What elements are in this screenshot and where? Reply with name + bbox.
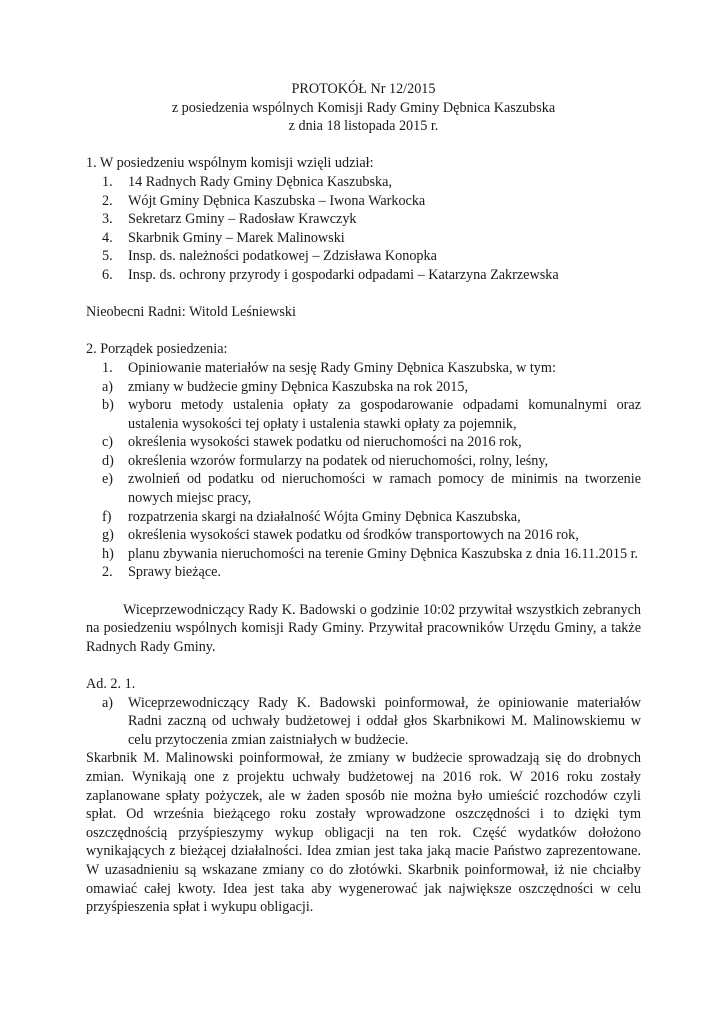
list-item-number: a): [102, 378, 114, 395]
list-item-number: d): [102, 452, 114, 469]
document-title: PROTOKÓŁ Nr 12/2015: [291, 81, 436, 97]
list-item: [86, 452, 641, 471]
list-item-text: Sekretarz Gminy – Radosław Krawczyk: [128, 211, 357, 228]
list-item-number: 4.: [102, 229, 113, 246]
list-item-text: zmiany w budżecie gminy Dębnica Kaszubska na rok 2015,: [128, 378, 469, 395]
list-item-number: b): [102, 397, 114, 414]
list-item-text: rozpatrzenia skargi na działalność Wójta Gminy Dębnica Kaszubska,: [128, 508, 521, 525]
attendance-section: [86, 154, 641, 284]
list-item-number: 6.: [102, 266, 113, 283]
agenda-heading: 2. Porządek posiedzenia:: [86, 341, 228, 358]
list-item-text: Opiniowanie materiałów na sesję Rady Gminy Dębnica Kaszubska, w tym:: [128, 359, 556, 376]
list-item-number: e): [102, 471, 114, 488]
list-item: [86, 192, 641, 211]
agenda-section: [86, 340, 641, 582]
list-item-number: 5.: [102, 248, 113, 265]
list-item: [86, 378, 641, 397]
document-subtitle: z posiedzenia wspólnych Komisji Rady Gminy Dębnica Kaszubska: [171, 99, 556, 116]
list-item-text: Wiceprzewodniczący Rady K. Badowski poinformował, że opiniowanie materiałów Radni zaczną od uchwały budżetowej i oddał głos Skarbnikowi M. Malinowskiemu w celu przytoczenia zmian zaistniałych w budżecie.: [128, 694, 641, 748]
list-item-text: planu zbywania nieruchomości na terenie Gminy Dębnica Kaszubska z dnia 16.11.2015 r.: [128, 545, 639, 562]
list-item-number: 1.: [102, 173, 113, 190]
list-item: [86, 173, 641, 192]
list-item-number: h): [102, 545, 114, 562]
list-item: [86, 359, 641, 378]
attendance-list: [86, 173, 641, 285]
attendance-heading: 1. W posiedzeniu wspólnym komisji wzięli udział:: [86, 155, 374, 172]
list-item-number: 1.: [102, 359, 113, 376]
ad-heading: Ad. 2. 1.: [86, 676, 136, 692]
list-item-text: wyboru metody ustalenia opłaty za gospodarowanie odpadami komunalnymi oraz ustalenia wysokości tej opłaty i ustalenia stawki opłaty za pojemnik,: [128, 397, 641, 432]
intro-section: [86, 601, 641, 657]
absent-section: [86, 303, 641, 322]
absent-line: Nieobecni Radni: Witold Leśniewski: [86, 304, 296, 321]
list-item: [86, 694, 641, 750]
list-item-text: Skarbnik Gminy – Marek Malinowski: [128, 229, 345, 246]
list-item: [86, 545, 641, 564]
agenda-list: [86, 359, 641, 582]
list-item-number: 2.: [102, 564, 113, 581]
list-item-text: Insp. ds. ochrony przyrody i gospodarki odpadami – Katarzyna Zakrzewska: [128, 266, 559, 283]
list-item-text: 14 Radnych Rady Gminy Dębnica Kaszubska,: [128, 173, 392, 190]
list-item: [86, 266, 641, 285]
list-item: [86, 563, 641, 582]
list-item: [86, 210, 641, 229]
list-item: [86, 247, 641, 266]
list-item-text: określenia wysokości stawek podatku od nieruchomości na 2016 rok,: [128, 434, 522, 451]
list-item: [86, 229, 641, 248]
ad-list: [86, 694, 641, 750]
list-item: [86, 470, 641, 507]
document-page: [86, 80, 641, 917]
list-item-text: Wójt Gminy Dębnica Kaszubska – Iwona Warkocka: [128, 192, 426, 209]
list-item: [86, 396, 641, 433]
list-item-number: a): [102, 694, 114, 711]
list-item-number: g): [102, 527, 114, 544]
list-item: [86, 526, 641, 545]
list-item-text: zwolnień od podatku od nieruchomości w ramach pomocy de minimis na tworzenie nowych miejsc pracy,: [128, 471, 641, 507]
intro-paragraph: Wiceprzewodniczący Rady K. Badowski o godzinie 10:02 przywitał wszystkich zebranych na posiedzeniu wspólnych komisji Rady Gminy. Przywitał pracowników Urzędu Gminy, a także Radnych Rady Gminy.: [86, 601, 641, 655]
list-item-text: Sprawy bieżące.: [128, 564, 221, 581]
list-item-number: c): [102, 434, 114, 451]
list-item-number: 3.: [102, 211, 113, 228]
document-date: z dnia 18 listopada 2015 r.: [288, 118, 439, 135]
list-item-text: określenia wysokości stawek podatku od środków transportowych na 2016 rok,: [128, 527, 579, 544]
ad-section: [86, 675, 641, 917]
list-item-number: f): [102, 508, 112, 525]
list-item-text: określenia wzorów formularzy na podatek od nieruchomości, rolny, leśny,: [128, 452, 549, 469]
list-item: [86, 433, 641, 452]
list-item-number: 2.: [102, 192, 113, 209]
list-item-text: Insp. ds. należności podatkowej – Zdzisława Konopka: [128, 248, 437, 265]
list-item: [86, 508, 641, 527]
treasurer-paragraph: Skarbnik M. Malinowski poinformował, że zmiany w budżecie sprowadzają się do drobnych zmian. Wynikają one z projektu uchwały budżetowej na 2016 rok. W 2016 roku zostały zaplanowane spłaty pożyczek, ale w żaden sposób nie można było umieścić rozchodów czyli spłat. Od września bieżącego roku zostały wprowadzone oszczędności i to dzięki tym oszczędnością przyśpieszymy wykup obligacji na ten rok. Część wydatków dołożono wynikających z bieżącej działalności. Idea zmian jest taka jaką macie Państwo zaprezentowane. W uzasadnieniu są wskazane zmiany co do złotówki. Skarbnik poinformował, iż nie chciałby omawiać całej kwoty. Idea jest taka aby wygenerować jak największe oszczędności w celu przyśpieszenia spłat i wykupu obligacji.: [86, 750, 641, 916]
